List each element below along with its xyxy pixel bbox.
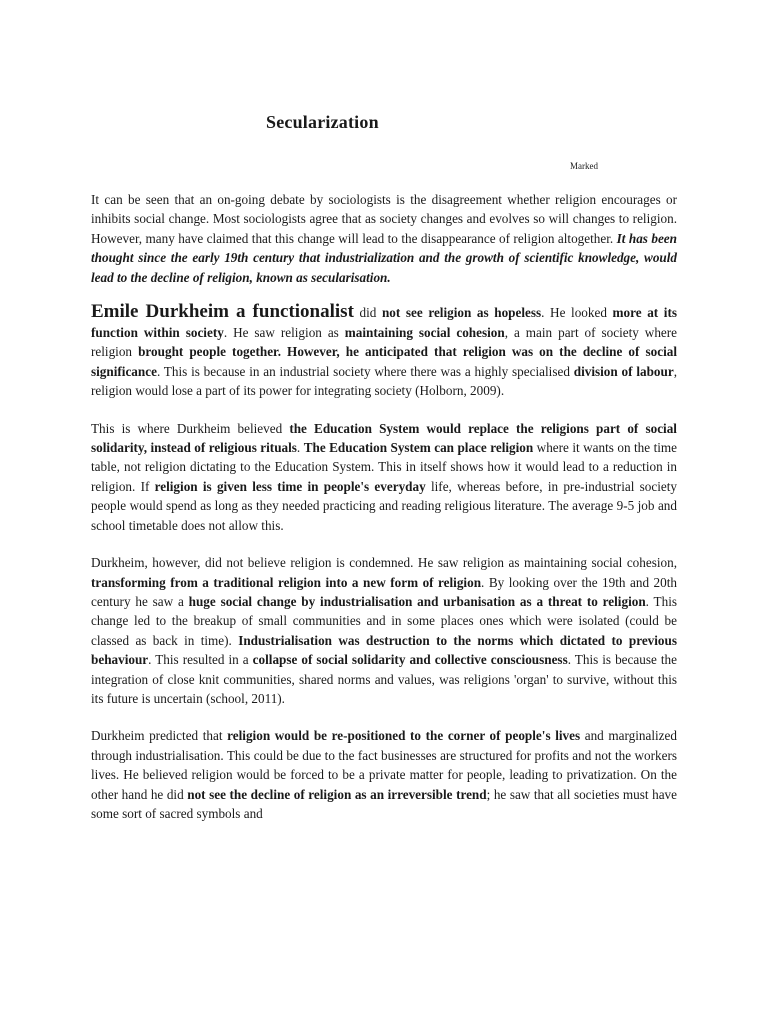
bold-run: maintaining social cohesion — [344, 325, 505, 341]
bold-run: Industrialisation was destruction to the norms which dictated to previous behaviour — [91, 632, 677, 668]
text-run: where it wants on the time table, not religion dictating to the Education System. This in itself shows how it would lead to a reduction in religion. If — [91, 440, 678, 494]
bold-run: religion is given less time in people's everyday — [154, 478, 426, 494]
paragraph-social-change — [91, 553, 677, 708]
bold-run: The Education System can place religion — [303, 440, 534, 456]
text-run: . This change led to the breakup of small communities and in some places ones which were isolated (could be classed as back in time). — [91, 593, 677, 648]
bold-run: not see the decline of religion as an irreversible trend — [187, 786, 487, 802]
text-run: . — [296, 440, 304, 456]
emphasis-run: It has been thought since the early 19th century that industrialization and the growth of scientific knowledge, would lead to the decline of religion, known as secularisation. — [91, 230, 677, 285]
paragraph-education-system — [91, 419, 677, 535]
text-run: . He looked — [541, 305, 613, 321]
bold-run: brought people together. However, he anticipated that religion was on the decline of social significance — [91, 344, 677, 379]
text-run: This is where Durkheim believed — [91, 420, 290, 436]
bold-run: the Education System would replace the religions part of social solidarity, instead of religious rituals — [91, 420, 677, 456]
marked-label: Marked — [570, 161, 598, 171]
document-body — [91, 190, 677, 841]
text-run: , religion would lose a part of its power for integrating society (Holborn, 2009). — [91, 363, 677, 399]
bold-run: transforming from a traditional religion into a new form of religion — [91, 574, 482, 590]
text-run: It can be seen that an on-going debate by sociologists is the disagreement whether religion encourages or inhibits social change. Most sociologists agree that as society changes and evolves so will changes to religion. However, many have claimed that this change will lead to the disappearance of religion altogether. — [91, 192, 677, 246]
paragraph-durkheim-functionalist — [91, 301, 677, 401]
document-title: Secularization — [266, 112, 379, 132]
text-run: , a main part of society where religion — [91, 325, 678, 360]
text-run: . He saw religion as — [223, 325, 345, 341]
text-run: ; he saw that all societies must have some sort of sacred symbols and — [91, 786, 678, 821]
bold-run: division of labour — [573, 363, 674, 379]
text-run: . By looking over the 19th and 20th century he saw a — [91, 574, 677, 609]
paragraph-intro — [91, 190, 677, 287]
text-run: . This resulted in a — [148, 652, 253, 668]
text-run: . This is because in an industrial society where there was a highly specialised — [156, 363, 574, 379]
text-run: Durkheim predicted that — [91, 728, 228, 744]
text-run: life, whereas before, in pre-industrial society people would spend as long as they needed practicing and reading religious literature. The average 9-5 job and school timetable does not allow this. — [91, 478, 678, 533]
text-run: . This is because the integration of close knit communities, shared norms and values, was religions 'organ' to survive, without this its future is uncertain (school, 2011). — [91, 652, 677, 706]
bold-run: religion would be re-positioned to the corner of people's lives — [227, 728, 581, 744]
text-run: and marginalized through industrialisation. This could be due to the fact businesses are structured for profits and not the workers lives. He believed religion would be forced to be a private matter for people, leading to privatization. On the other hand he did — [91, 728, 677, 802]
bold-run: huge social change by industrialisation and urbanisation as a threat to religion — [188, 593, 646, 609]
bold-run: more at its function within society — [91, 305, 677, 341]
bold-run: collapse of social solidarity and collective consciousness — [252, 652, 568, 668]
text-run: did — [353, 305, 382, 321]
text-run: Durkheim, however, did not believe religion is condemned. He saw religion as maintaining social cohesion, — [91, 555, 677, 571]
paragraph-heading: Emile Durkheim a functionalist — [91, 301, 354, 323]
paragraph-privatization — [91, 726, 677, 823]
bold-run: not see religion as hopeless — [381, 305, 542, 321]
